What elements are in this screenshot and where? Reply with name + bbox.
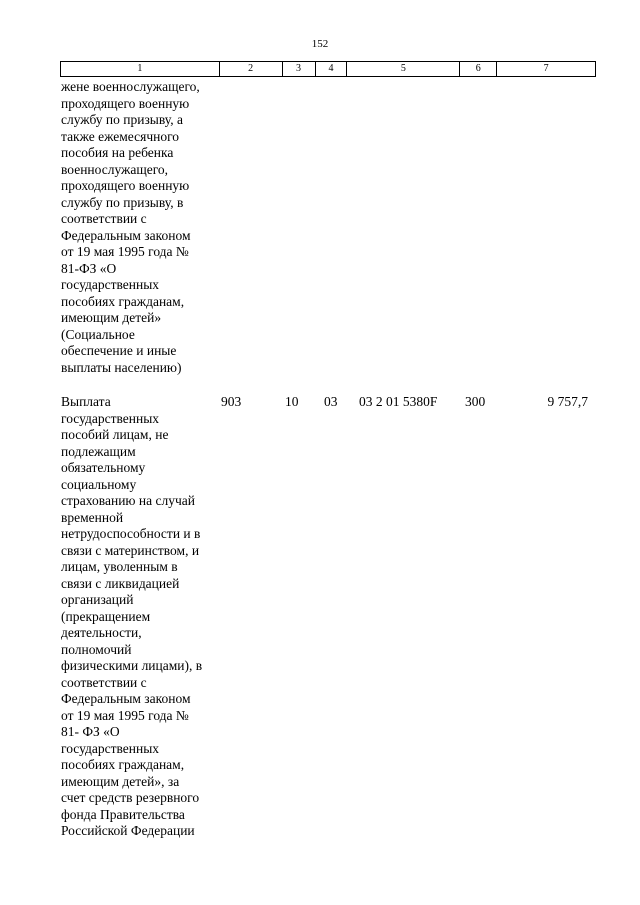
text-line: Выплата (61, 394, 111, 409)
page-number: 152 (311, 38, 329, 50)
cell-amount: 9 757,7 (547, 394, 588, 409)
text-line: Федеральным законом (61, 691, 191, 706)
text-line: 81-ФЗ «О (61, 260, 117, 276)
text-line: деятельности, (61, 625, 142, 640)
text-line: государственных (61, 410, 160, 426)
continuation-text (61, 79, 226, 376)
text-line: проходящего военную (61, 178, 190, 193)
text-line: от 19 мая 1995 года № (61, 707, 189, 723)
header-col-6: 6 (460, 62, 497, 76)
text-line: пособиях гражданам, (61, 757, 185, 772)
text-line: связи с материнством, и (61, 542, 200, 558)
text-line: имеющим детей», за (61, 773, 180, 789)
table-header-row (60, 61, 596, 77)
text-line: проходящего военную (61, 95, 190, 111)
text-line: обязательному (61, 460, 146, 475)
text-line: Российской Федерации (61, 823, 195, 838)
text-line: имеющим детей» (61, 310, 162, 325)
header-col-4: 4 (316, 62, 348, 76)
text-line: жене военнослужащего, (61, 79, 200, 94)
text-line: соответствии с (61, 674, 147, 690)
text-line: пособиях гражданам, (61, 293, 185, 309)
text-line: пособий лицам, не (61, 427, 169, 442)
text-line: (Социальное (61, 326, 135, 342)
header-col-1: 1 (61, 62, 220, 76)
text-line: государственных (61, 277, 160, 292)
cell-target-article: 03 2 01 5380F (359, 394, 438, 409)
text-line: обеспечение и иные (61, 343, 177, 358)
text-line: соответствии с (61, 211, 147, 226)
text-line: лицам, уволенным в (61, 559, 178, 574)
text-line: Федеральным законом (61, 227, 191, 243)
header-col-3: 3 (283, 62, 316, 76)
text-line: от 19 мая 1995 года № (61, 244, 189, 259)
text-line: выплаты населению) (61, 359, 182, 375)
text-line: также ежемесячного (61, 128, 180, 144)
text-line: фонда Правительства (61, 806, 185, 822)
cell-section: 10 (285, 394, 299, 409)
text-line: 81- ФЗ «О (61, 724, 120, 739)
text-line: полномочий (61, 641, 132, 657)
text-line: организаций (61, 592, 134, 607)
text-line: (прекращением (61, 608, 151, 624)
cell-subsection: 03 (324, 394, 338, 409)
text-line: связи с ликвидацией (61, 575, 180, 591)
text-line: страхованию на случай (61, 493, 195, 508)
text-line: службу по призыву, а (61, 112, 183, 127)
text-line: нетрудоспособности и в (61, 526, 201, 541)
cell-ministry: 903 (221, 394, 242, 409)
text-line: подлежащим (61, 443, 136, 459)
header-col-7: 7 (543, 63, 549, 74)
header-col-2: 2 (220, 62, 283, 76)
text-line: военнослужащего, (61, 161, 169, 177)
text-line: службу по призыву, в (61, 194, 184, 210)
cell-expense-type: 300 (465, 394, 486, 409)
text-line: счет средств резервного (61, 790, 200, 805)
text-line: пособия на ребенка (61, 145, 174, 160)
text-line: государственных (61, 740, 160, 756)
text-line: социальному (61, 476, 137, 492)
header-col-5: 5 (347, 62, 460, 76)
text-line: физическими лицами), в (61, 658, 203, 673)
text-line: временной (61, 509, 124, 525)
row-name-text (61, 394, 226, 840)
